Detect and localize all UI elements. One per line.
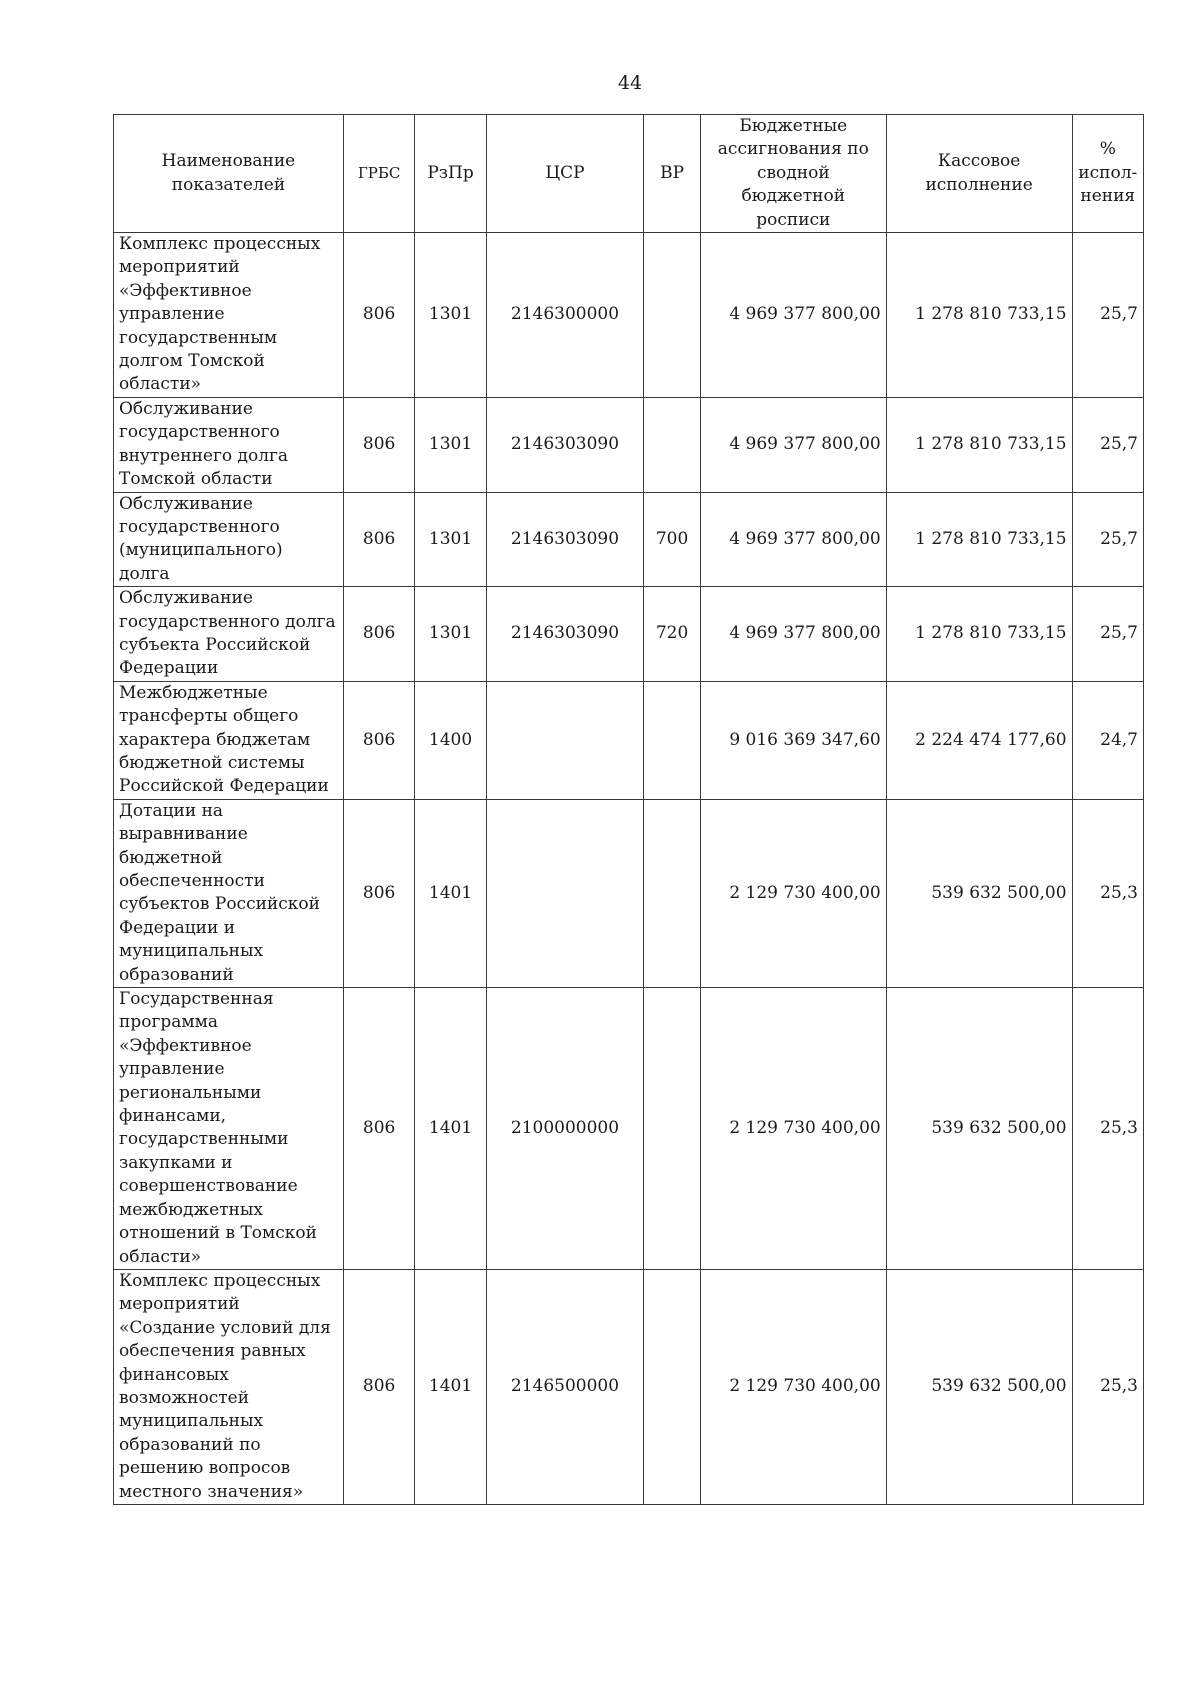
table-row — [114, 681, 1144, 799]
row-percent: 25,3 — [1072, 988, 1143, 1270]
row-cash: 539 632 500,00 — [886, 988, 1072, 1270]
header-csr: ЦСР — [486, 115, 643, 233]
row-cash: 1 278 810 733,15 — [886, 492, 1072, 587]
row-percent: 25,7 — [1072, 587, 1143, 682]
row-percent: 25,3 — [1072, 799, 1143, 987]
row-name: Обслуживание государственного внутреннего долга Томской области — [114, 397, 344, 492]
row-csr: 2146303090 — [486, 587, 643, 682]
row-assignments: 4 969 377 800,00 — [700, 587, 886, 682]
table-header-row — [114, 115, 1144, 233]
row-vr — [644, 397, 701, 492]
row-assignments: 9 016 369 347,60 — [700, 681, 886, 799]
row-vr — [644, 1269, 701, 1504]
table-row — [114, 397, 1144, 492]
row-name: Обслуживание государственного долга субъекта Российской Федерации — [114, 587, 344, 682]
row-rzpr: 1301 — [415, 587, 486, 682]
row-percent: 24,7 — [1072, 681, 1143, 799]
table-row — [114, 233, 1144, 398]
row-grbs: 806 — [343, 233, 414, 398]
row-csr — [486, 681, 643, 799]
row-rzpr: 1301 — [415, 233, 486, 398]
header-cash: Кассовое исполнение — [886, 115, 1072, 233]
table-row — [114, 492, 1144, 587]
row-vr: 720 — [644, 587, 701, 682]
row-percent: 25,7 — [1072, 492, 1143, 587]
row-assignments: 4 969 377 800,00 — [700, 233, 886, 398]
header-rzpr: РзПр — [415, 115, 486, 233]
header-assignments: Бюджетные ассигнования по сводной бюджетной росписи — [700, 115, 886, 233]
row-percent: 25,7 — [1072, 397, 1143, 492]
row-cash: 1 278 810 733,15 — [886, 233, 1072, 398]
row-vr — [644, 799, 701, 987]
row-csr: 2100000000 — [486, 988, 643, 1270]
row-cash: 539 632 500,00 — [886, 1269, 1072, 1504]
header-name: Наименование показателей — [114, 115, 344, 233]
row-csr: 2146303090 — [486, 492, 643, 587]
row-percent: 25,3 — [1072, 1269, 1143, 1504]
header-vr: ВР — [644, 115, 701, 233]
row-assignments: 2 129 730 400,00 — [700, 799, 886, 987]
row-grbs: 806 — [343, 681, 414, 799]
row-csr: 2146500000 — [486, 1269, 643, 1504]
row-rzpr: 1301 — [415, 492, 486, 587]
row-vr — [644, 988, 701, 1270]
table-row — [114, 988, 1144, 1270]
row-cash: 1 278 810 733,15 — [886, 397, 1072, 492]
row-rzpr: 1400 — [415, 681, 486, 799]
row-grbs: 806 — [343, 799, 414, 987]
row-grbs: 806 — [343, 492, 414, 587]
header-grbs: ГРБС — [343, 115, 414, 233]
row-percent: 25,7 — [1072, 233, 1143, 398]
table-row — [114, 799, 1144, 987]
row-assignments: 4 969 377 800,00 — [700, 492, 886, 587]
row-assignments: 2 129 730 400,00 — [700, 1269, 886, 1504]
row-grbs: 806 — [343, 1269, 414, 1504]
row-name: Межбюджетные трансферты общего характера бюджетам бюджетной системы Российской Федерации — [114, 681, 344, 799]
row-assignments: 4 969 377 800,00 — [700, 397, 886, 492]
row-vr — [644, 681, 701, 799]
row-csr: 2146303090 — [486, 397, 643, 492]
row-vr: 700 — [644, 492, 701, 587]
row-grbs: 806 — [343, 988, 414, 1270]
page-number: 44 — [617, 72, 643, 94]
row-assignments: 2 129 730 400,00 — [700, 988, 886, 1270]
table-row — [114, 587, 1144, 682]
row-cash: 539 632 500,00 — [886, 799, 1072, 987]
header-percent: % испол-нения — [1072, 115, 1143, 233]
row-name: Комплекс процессных мероприятий «Эффективное управление государственным долгом Томской области» — [114, 233, 344, 398]
row-name: Обслуживание государственного (муниципального) долга — [114, 492, 344, 587]
row-name: Государственная программа «Эффективное управление региональными финансами, государственными закупками и совершенствование межбюджетных отношений в Томской области» — [114, 988, 344, 1270]
row-rzpr: 1401 — [415, 799, 486, 987]
row-rzpr: 1401 — [415, 988, 486, 1270]
table-row — [114, 1269, 1144, 1504]
budget-execution-table — [113, 114, 1144, 1505]
row-name: Дотации на выравнивание бюджетной обеспеченности субъектов Российской Федерации и муниципальных образований — [114, 799, 344, 987]
row-rzpr: 1401 — [415, 1269, 486, 1504]
row-csr — [486, 799, 643, 987]
row-name: Комплекс процессных мероприятий «Создание условий для обеспечения равных финансовых возможностей муниципальных образований по решению вопросов местного значения» — [114, 1269, 344, 1504]
row-csr: 2146300000 — [486, 233, 643, 398]
row-grbs: 806 — [343, 587, 414, 682]
row-vr — [644, 233, 701, 398]
row-grbs: 806 — [343, 397, 414, 492]
row-cash: 2 224 474 177,60 — [886, 681, 1072, 799]
row-rzpr: 1301 — [415, 397, 486, 492]
row-cash: 1 278 810 733,15 — [886, 587, 1072, 682]
